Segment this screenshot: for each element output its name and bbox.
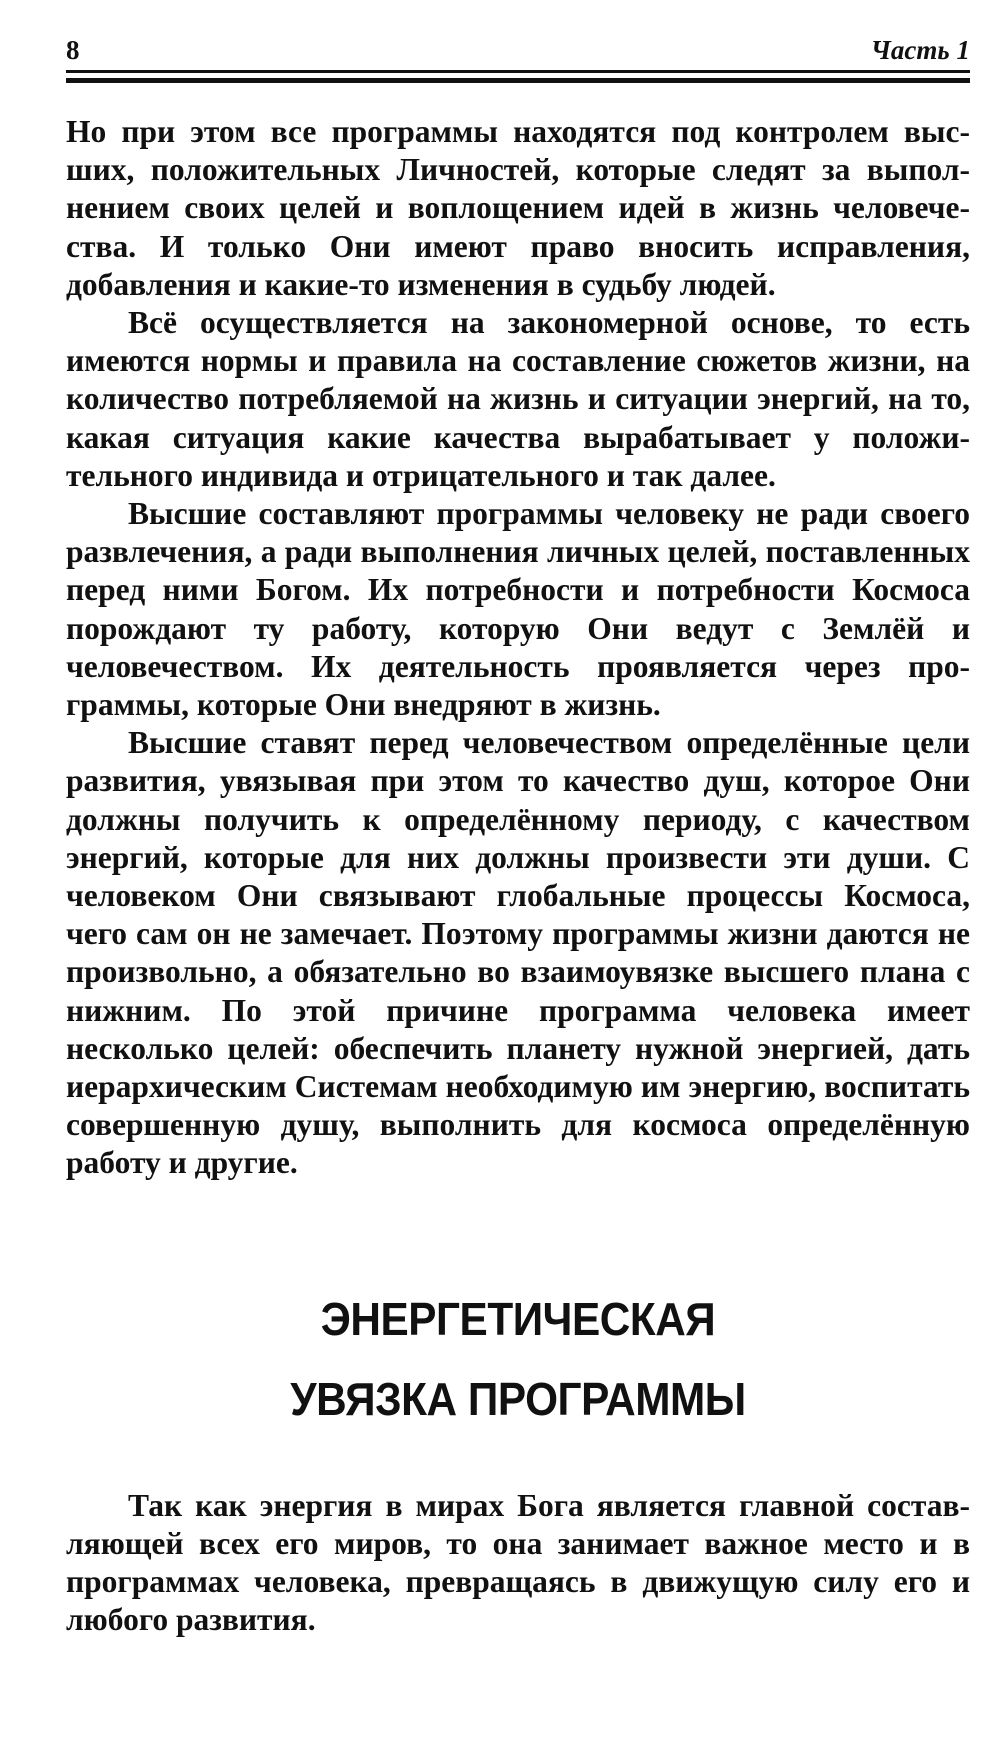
section-paragraph: Так как энергия в мирах Бога является главной составляющей всех его миров, то она занимает важное место и в программах человека, превращаясь в движущую силу его и любого развития.: [66, 1487, 970, 1638]
section-heading-line-1: ЭНЕРГЕТИЧЕСКАЯ: [320, 1292, 716, 1345]
paragraph-1: Но при этом все программы находятся под контролем высших, положительных Личностей, которые следят за выполнением своих целей и воплощением идей в жизнь человечества. И только Они имеют право вносить исправления, добавления и какие-то изменения в судьбу людей.: [66, 114, 970, 302]
paragraph-2: Всё осуществляется на закономерной основе, то есть имеются нормы и правила на составление сюжетов жизни, на количество потребляемой на жизнь и ситуации энергий, на то, какая ситуация какие качества вырабатывает у положительного индивида и отрицательного и так далее.: [66, 305, 970, 493]
running-header: [66, 24, 970, 64]
body-text: [66, 113, 970, 1183]
section-heading-line-2: УВЯЗКА ПРОГРАММЫ: [290, 1372, 746, 1425]
part-label: Часть 1: [870, 35, 970, 65]
paragraph-4: Высшие ставят перед человечеством определённые цели развития, увязывая при этом то качество душ, которое Они должны получить к определённому периоду, с качеством энергий, которые для них должны произвести эти души. С человеком Они связывают глобальные процессы Космоса, чего сам он не замечает. Поэтому программы жизни даются не произвольно, а обязательно во взаимоувязке высшего плана с нижним. По этой причине программа человека имеет несколько целей: обеспечить планету нужной энергией, дать иерархическим Системам необходимую им энергию, воспитать совершенную душу, выполнить для космоса определённую работу и другие.: [66, 725, 970, 1181]
book-page: [66, 24, 970, 1640]
paragraph-3: Высшие составляют программы человеку не ради своего развлечения, а ради выполнения личных целей, поставленных перед ними Богом. Их потребности и потребности Космоса порождают ту работу, которую Они ведут с Землёй и человечеством. Их деятельность проявляется через программы, которые Они внедряют в жизнь.: [66, 496, 970, 723]
page-number: 8: [66, 35, 80, 65]
header-double-rule: [66, 70, 970, 83]
section-heading: [102, 1279, 934, 1439]
section-body: [66, 1487, 970, 1640]
